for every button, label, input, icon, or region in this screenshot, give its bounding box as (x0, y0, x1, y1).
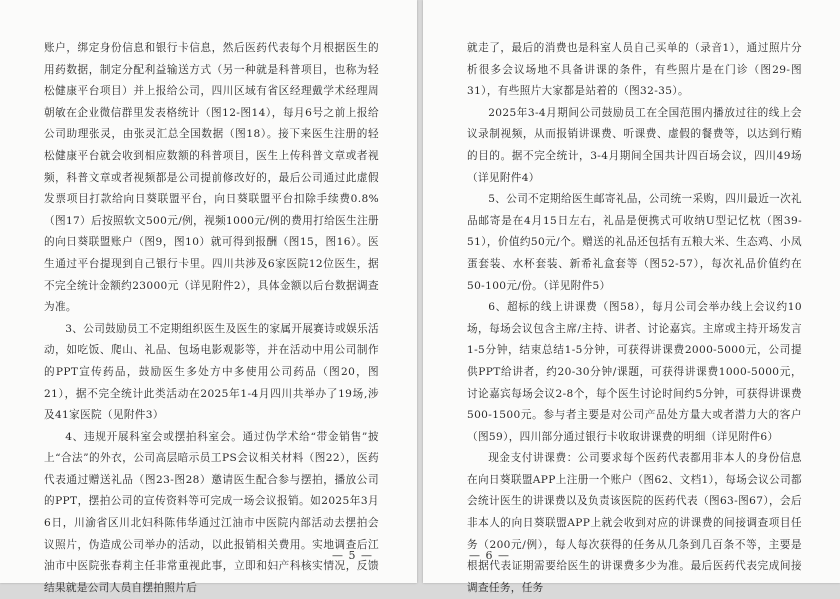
page-number: — 6 — (469, 549, 510, 562)
paragraph: 2025年3-4月期间公司鼓励员工在全国范围内播放过往的线上会议录制视频，从而报销讲课费、听课费、虚假的餐费等，以达到行贿的目的。据不完全统计，3-4月期间全国共计四百场会议，四川49场（详见附件4） (467, 106, 802, 184)
paragraph: 6、超标的线上讲课费（图58），每月公司会举办线上会议约10场，每场会议包含主席/主持、讲者、讨论嘉宾。主席或主持开场发言1-5分钟，结束总结1-5分钟，可获得讲课费2000-5000元，公司提供PPT给讲者，约20-30分钟/课题，可获得讲课费1000-5000元，讨论嘉宾每场会议2-8个，每个医生讨论时间约5分钟，可获得讲课费500-1500元。参与者主要是对公司产品处方量大或者潜力大的客户（图59），四川部分通过银行卡收取讲课费的明细（详见附件6） (467, 301, 802, 443)
paragraph: 3、公司鼓励员工不定期组织医生及医生的家属开展赛诗或娱乐活动，如吃饭、爬山、礼品、包场电影观影等，并在活动中用公司制作的PPT宣传药品，鼓励医生多处方中多使用公司药品（图20，图21），据不完全统计此类活动在2025年1-4月四川共举办了19场,涉及41家医院（见附件3） (44, 322, 379, 422)
page-number: — 5 — (332, 549, 373, 562)
page-content (467, 38, 802, 599)
page-content (44, 38, 379, 599)
paragraph: 现金支付讲课费：公司要求每个医药代表都用非本人的身份信息在向日葵联盟APP上注册一个账户（图62、文档1），每场会议公司都会统计医生的讲课费以及负责该医院的医药代表（图63-图67），会后非本人的向日葵联盟APP上就会收到对应的讲课费的间接调查项目任务（200元/例），每人每次获得的任务从几条到几百条不等，主要是根据代表证期需要给医生的讲课费多少为准。最后医药代表完成间接调查任务，任务 (467, 452, 802, 594)
paragraph: 5、公司不定期给医生邮寄礼品，公司统一采购，四川最近一次礼品邮寄是在4月15日左右，礼品是便携式可收纳U型记忆枕（图39-51），价值约50元/个。赠送的礼品还包括有五粮大米、生态鸡、小凤蛋套装、水杯套装、新希礼盒套等（图52-57），每次礼品价值约在50-100元/份。（详见附件5） (467, 193, 802, 292)
document-page-right (423, 0, 840, 594)
paragraph: 4、违规开展科室会或摆拍科室会。通过伪学术给“带金销售”披上“合法”的外衣，公司高层暗示员工PS会议相关材料（图22），医药代表通过赠送礼品（图23-图28）邀请医生配合参与摆拍，播放公司的PPT，摆拍公司的宣传资料等可完成一场会议报销。如2025年3月6日，川渝省区川北妇科陈伟华通过江油市中医院内部活动去摆拍会议照片，伪造成公司举办的活动，以此报销相关费用。实地调查后江油市中医院张春莉主任非常重视此事，立即和妇产科核实情况，反馈结果就是公司人员自摆拍照片后 (44, 430, 379, 594)
paragraph: 就走了，最后的消费也是科室人员自己买单的（录音1），通过照片分析很多会议场地不具备讲课的条件，有些照片是在门诊（图29-图31），有些照片大家都是站着的（图32-35）。 (467, 42, 802, 98)
paragraph: 账户，绑定身份信息和银行卡信息，然后医药代表每个月根据医生的用药数据，制定分配利益输送方式（另一种就是科普项目，也称为轻松健康平台项目）并上报给公司，四川区域有省区经理戴学术经理周朝敏在企业微信群里发表格统计（图12-图14），每月6号之前上报给公司助理张灵，由张灵汇总全国数据（图18）。接下来医生注册的轻松健康平台就会收到相应数额的科普项目，医生上传科普文章或者视频，科普文章或者视频都是公司提前修改好的，最后公司通过此虚假发票项目打款给向日葵联盟平台，向日葵联盟平台扣除手续费0.8%（图17）后按照软文500元/例，视频1000元/例的费用打给医生注册的向日葵联盟账户（图9，图10）就可得到报酬（图15，图16）。医生通过平台提现到自己银行卡里。四川共涉及6家医院12位医生，据不完全统计金额约23000元（详见附件2），具体金额以后台数据调查为准。 (44, 42, 379, 314)
document-page-left (0, 0, 417, 594)
